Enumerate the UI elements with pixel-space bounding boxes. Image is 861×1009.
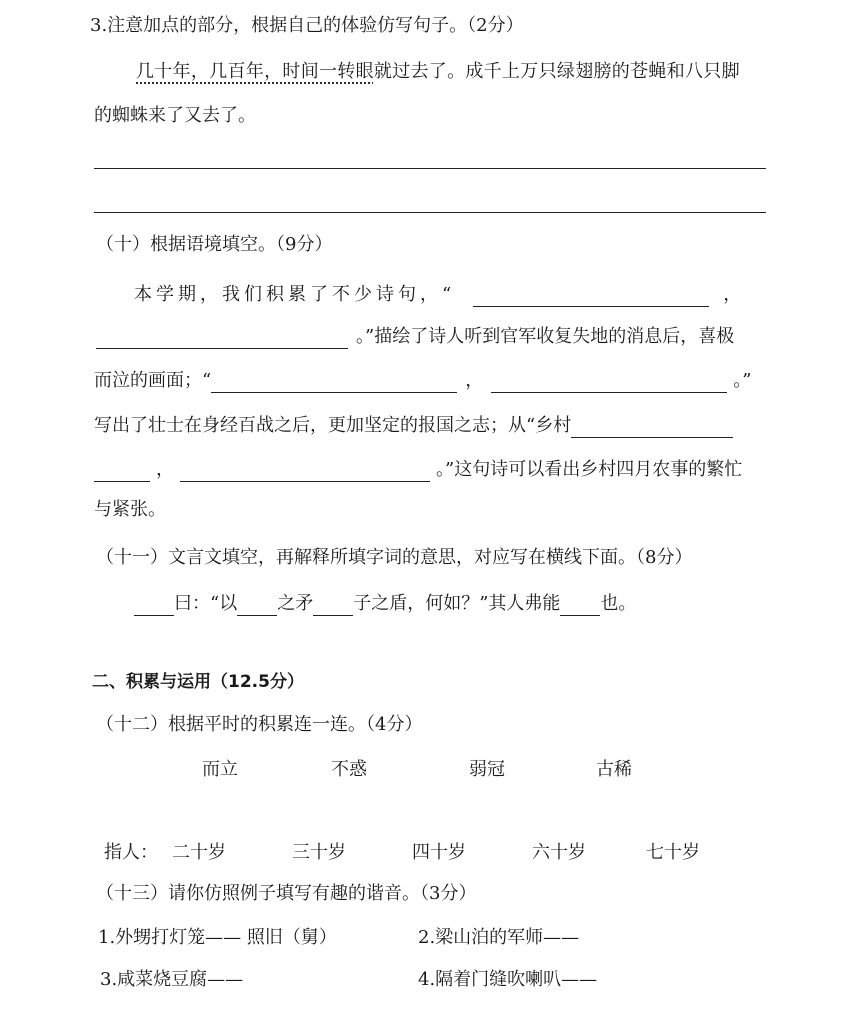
blank-5[interactable] bbox=[571, 418, 733, 438]
age-60[interactable]: 六十岁 bbox=[532, 842, 586, 863]
age-30[interactable]: 三十岁 bbox=[292, 842, 346, 863]
term-buhuo[interactable]: 不惑 bbox=[331, 759, 367, 780]
q11-text: 子之盾，何如？”其人弗能 bbox=[353, 593, 561, 614]
term-erli[interactable]: 而立 bbox=[202, 759, 238, 780]
blank-1[interactable] bbox=[473, 287, 709, 307]
question-3-sentence-line2: 的蜘蛛来了又去了。 bbox=[94, 105, 256, 126]
q11-text: 也。 bbox=[600, 593, 637, 614]
q10-comma: ， bbox=[723, 284, 742, 305]
q11-text: 之矛 bbox=[277, 593, 314, 614]
refers-label: 指人： bbox=[104, 842, 158, 863]
q10-text: 。”这句诗可以看出乡村四月农事的繁忙 bbox=[436, 459, 743, 480]
age-40[interactable]: 四十岁 bbox=[412, 842, 466, 863]
q10-text: 而泣的画面；“ bbox=[94, 370, 212, 391]
blank-xian[interactable] bbox=[313, 596, 353, 616]
blank-6[interactable] bbox=[94, 462, 150, 482]
q10-comma: ， bbox=[156, 459, 174, 480]
q13-item-4: 4.隔着门缝吹喇叭—— bbox=[418, 969, 598, 990]
blank-yue[interactable] bbox=[134, 596, 174, 616]
blank-3[interactable] bbox=[211, 373, 457, 393]
q11-text: 曰：“以 bbox=[174, 593, 238, 614]
term-ruoguan[interactable]: 弱冠 bbox=[469, 759, 505, 780]
q10-text: 。”描绘了诗人听到官军收复失地的消息后，喜极 bbox=[356, 326, 735, 347]
question-11-title: （十一）文言文填空，再解释所填字词的意思，对应写在横线下面。（8分） bbox=[96, 547, 693, 568]
sentence-rest: 就过去了。成千上万只绿翅膀的苍蝇和八只脚 bbox=[373, 61, 740, 82]
question-12-title: （十二）根据平时的积累连一连。（4分） bbox=[96, 714, 423, 735]
dotted-phrase: 几十年，几百年，时间一转眼 bbox=[136, 61, 374, 82]
q10-line-6: 与紧张。 bbox=[94, 499, 166, 520]
question-3-sentence bbox=[136, 60, 740, 84]
term-guxi[interactable]: 古稀 bbox=[596, 759, 632, 780]
answer-line-1[interactable] bbox=[94, 168, 766, 169]
q10-line-5 bbox=[94, 458, 742, 482]
section-2-title: 二、积累与运用（12.5分） bbox=[92, 672, 304, 692]
q10-text: 。” bbox=[733, 370, 752, 391]
q13-item-2: 2.梁山泊的军师—— bbox=[418, 927, 580, 948]
q13-item-3: 3.咸菜烧豆腐—— bbox=[100, 969, 244, 990]
question-10-title: （十）根据语境填空。（9分） bbox=[96, 234, 333, 255]
q13-item-1: 1.外甥打灯笼—— 照旧（舅） bbox=[98, 927, 337, 948]
blank-yi[interactable] bbox=[237, 596, 277, 616]
q10-text: 本学期，我们积累了不少诗句，“ bbox=[134, 284, 456, 305]
q10-line-2 bbox=[96, 325, 734, 349]
answer-line-2[interactable] bbox=[94, 212, 766, 213]
blank-4[interactable] bbox=[491, 373, 727, 393]
q10-line-1 bbox=[134, 283, 741, 307]
q10-line-3 bbox=[94, 369, 751, 393]
blank-2[interactable] bbox=[96, 329, 348, 349]
blank-7[interactable] bbox=[180, 462, 430, 482]
age-20[interactable]: 二十岁 bbox=[172, 842, 226, 863]
question-13-title: （十三）请你仿照例子填写有趣的谐音。（3分） bbox=[96, 883, 477, 904]
q10-text: 写出了壮士在身经百战之后，更加坚定的报国之志；从“乡村 bbox=[94, 415, 572, 436]
blank-neng[interactable] bbox=[560, 596, 600, 616]
question-3-title: 3.注意加点的部分，根据自己的体验仿写句子。（2分） bbox=[90, 15, 524, 36]
q10-line-4 bbox=[94, 414, 733, 438]
age-70[interactable]: 七十岁 bbox=[646, 842, 700, 863]
q10-comma: ， bbox=[465, 370, 484, 391]
q11-sentence bbox=[134, 592, 636, 616]
